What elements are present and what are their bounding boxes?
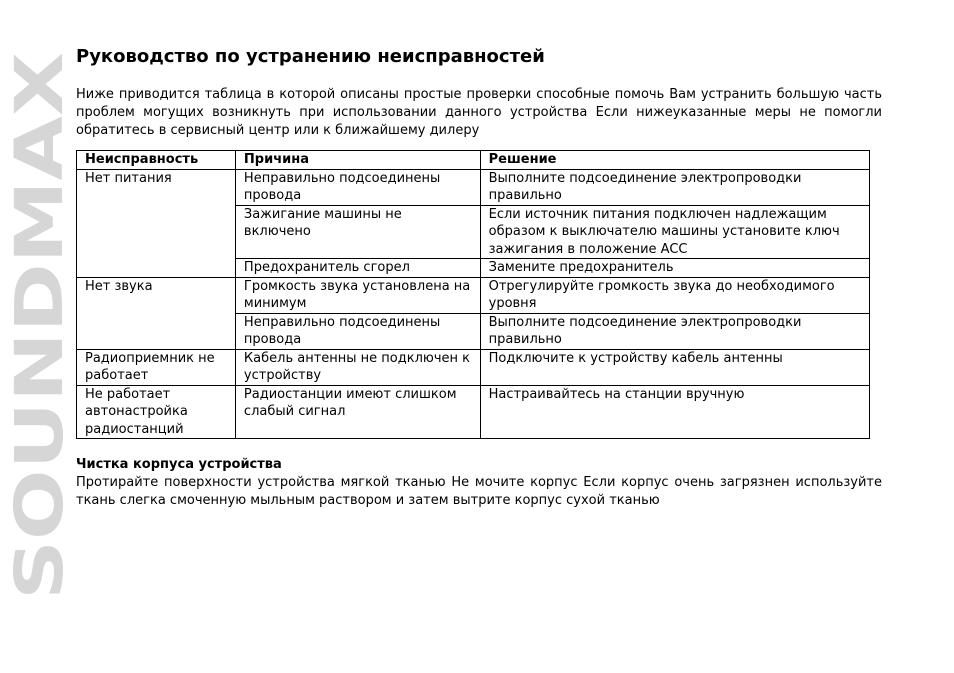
document-body (76, 44, 882, 510)
solution-cell: Выполните подсоединение электропроводки правильно (480, 169, 869, 205)
brand-logo-graphic (1, 48, 78, 604)
column-header-solution: Решение (480, 151, 869, 170)
column-header-problem: Неисправность (77, 151, 236, 170)
cause-cell: Кабель антенны не подключен к устройству (235, 349, 480, 385)
table-header-row (77, 151, 870, 170)
cause-cell: Зажигание машины не включено (235, 205, 480, 259)
cause-cell: Неправильно подсоединены провода (235, 313, 480, 349)
page-title: Руководство по устранению неисправностей (76, 46, 545, 67)
cause-cell: Радиостанции имеют слишком слабый сигнал (235, 385, 480, 439)
solution-cell: Подключите к устройству кабель антенны (480, 349, 869, 385)
solution-cell: Настраивайтесь на станции вручную (480, 385, 869, 439)
problem-cell: Нет питания (77, 169, 236, 277)
problem-cell: Нет звука (77, 277, 236, 349)
table-row (77, 169, 870, 205)
solution-cell: Отрегулируйте громкость звука до необходимого уровня (480, 277, 869, 313)
column-header-cause: Причина (235, 151, 480, 170)
cleaning-section-title: Чистка корпуса устройства (76, 457, 282, 472)
solution-cell: Замените предохранитель (480, 259, 869, 278)
troubleshooting-table (76, 150, 870, 439)
table-row (77, 349, 870, 385)
brand-logo-text: SOUNDMAX (1, 165, 78, 600)
cause-cell: Неправильно подсоединены провода (235, 169, 480, 205)
cause-cell: Предохранитель сгорел (235, 259, 480, 278)
table-row (77, 385, 870, 439)
intro-paragraph: Ниже приводится таблица в которой описаны простые проверки способные помочь Вам устранить большую часть проблем могущих возникнуть при использовании данного устройства Если нижеуказанные меры не помогли обратитесь в сервисный центр или к ближайшему дилеру (76, 87, 882, 138)
cause-cell: Громкость звука установлена на минимум (235, 277, 480, 313)
solution-cell: Выполните подсоединение электропроводки правильно (480, 313, 869, 349)
brand-logo (1, 48, 78, 604)
solution-cell: Если источник питания подключен надлежащим образом к выключателю машины установите ключ зажигания в положение ACC (480, 205, 869, 259)
table-row (77, 277, 870, 313)
cleaning-paragraph: Протирайте поверхности устройства мягкой тканью Не мочите корпус Если корпус очень загрязнен используйте ткань слегка смоченную мыльным раствором и затем вытрите корпус сухой тканью (76, 475, 882, 508)
problem-cell: Не работает автонастройка радиостанций (77, 385, 236, 439)
problem-cell: Радиоприемник не работает (77, 349, 236, 385)
